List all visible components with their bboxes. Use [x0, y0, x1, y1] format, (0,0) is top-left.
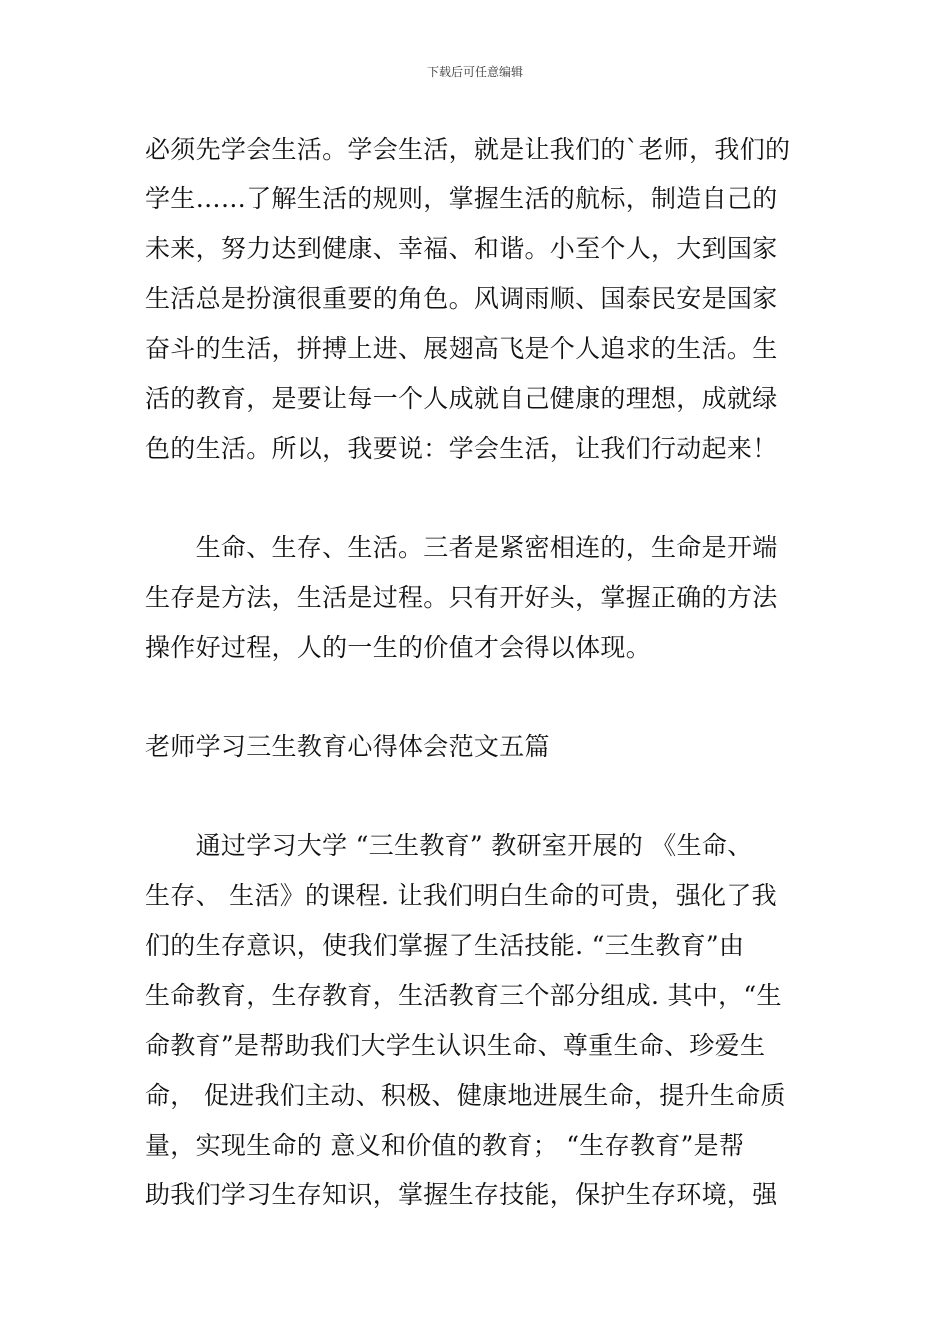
text-line: 生命教育，生存教育，生活教育三个部分组成. 其中，“生: [145, 981, 782, 1010]
section-heading: 老师学习三生教育心得体会范文五篇: [145, 732, 550, 761]
text-line: 操作好过程，人的一生的价值才会得以体现。: [145, 633, 652, 662]
text-line: 学生……了解生活的规则，掌握生活的航标，制造自己的: [145, 184, 778, 213]
text-line: 活的教育，是要让每一个人成就自己健康的理想，成就绿: [145, 384, 778, 413]
text-line: 未来，努力达到健康、幸福、和谐。小至个人，大到国家: [145, 234, 778, 263]
text-line: 生命、生存、生活。三者是紧密相连的，生命是开端: [145, 533, 778, 562]
text-line: 奋斗的生活，拼搏上进、展翅高飞是个人追求的生活。生: [145, 334, 778, 363]
text-line: 命教育”是帮助我们大学生认识生命、尊重生命、珍爱生: [145, 1031, 766, 1060]
text-line: 生活总是扮演很重要的角色。风调雨顺、国泰民安是国家: [145, 284, 778, 313]
text-line: 通过学习大学 “三生教育” 教研室开展的 《生命、: [145, 831, 753, 860]
text-line: 色的生活。所以，我要说：学会生活，让我们行动起来！: [145, 434, 778, 463]
page-header: 下载后可任意编辑: [426, 65, 523, 79]
text-line: 量，实现生命的 意义和价值的教育； “生存教育”是帮: [145, 1131, 745, 1160]
text-line: 助我们学习生存知识，掌握生存技能，保护生存环境，强: [145, 1180, 778, 1209]
text-line: 命， 促进我们主动、积极、健康地进展生命，提升生命质: [145, 1081, 786, 1110]
text-line: 生存是方法，生活是过程。只有开好头，掌握正确的方法: [145, 583, 778, 612]
text-line: 生存、 生活》的课程. 让我们明白生命的可贵，强化了我: [145, 881, 777, 910]
text-line: 们的生存意识，使我们掌握了生活技能. “三生教育”由: [145, 931, 745, 960]
text-line: 必须先学会生活。学会生活，就是让我们的`老师，我们的: [145, 135, 791, 164]
